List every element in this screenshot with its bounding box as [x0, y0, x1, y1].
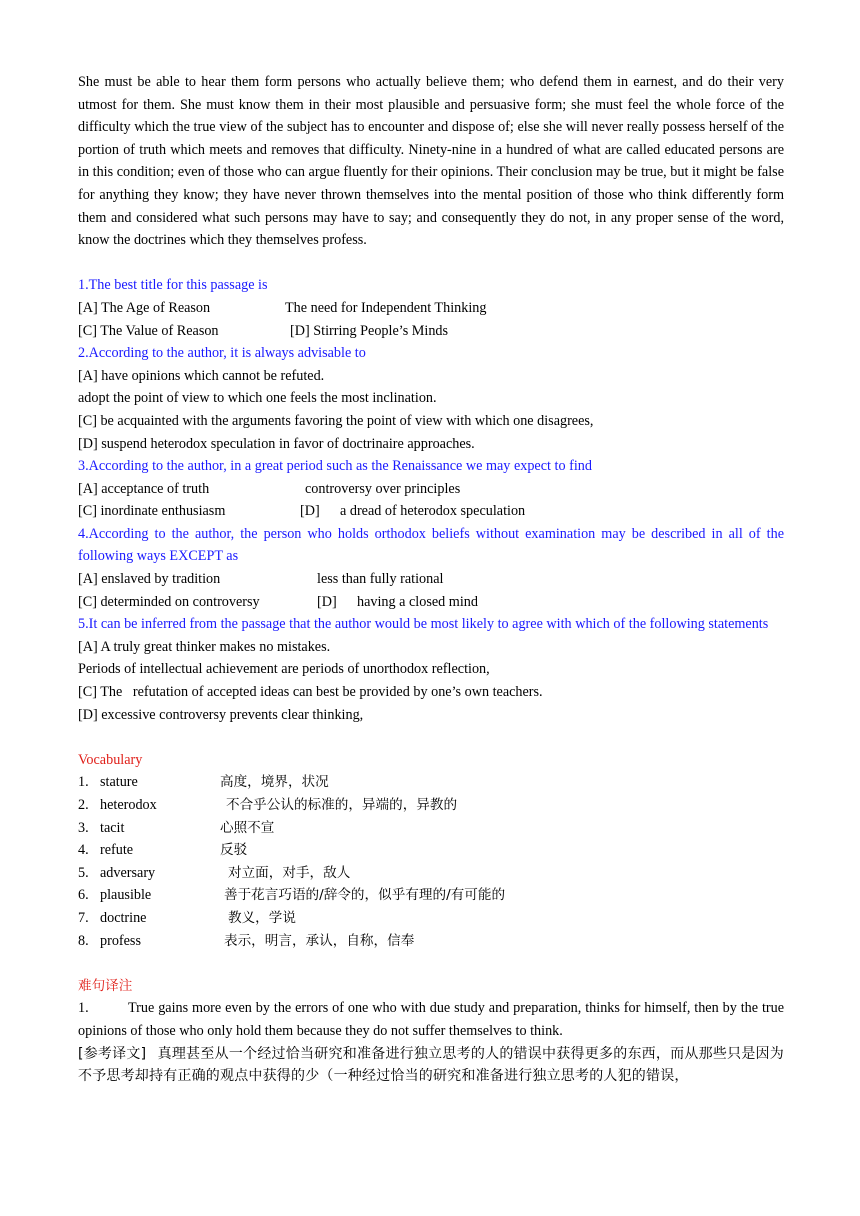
- vocabulary-number: 4.: [78, 842, 89, 859]
- option-c: [C] inordinate enthusiasm: [78, 503, 226, 520]
- vocabulary-meaning: 高度，境界，状况: [220, 774, 329, 791]
- vocabulary-meaning: 教义，学说: [228, 909, 296, 926]
- question-3-options-ab: [78, 478, 784, 501]
- vocabulary-item: [78, 884, 784, 907]
- vocabulary-word: adversary: [100, 864, 156, 881]
- option-a: [A] acceptance of truth: [78, 480, 210, 497]
- vocabulary-number: 6.: [78, 887, 89, 904]
- vocabulary-meaning: 对立面，对手，敌人: [228, 864, 351, 881]
- question-3-options-cd: [78, 500, 784, 523]
- vocabulary-meaning: 善于花言巧语的/辞令的，似乎有理的/有可能的: [224, 887, 506, 904]
- vocabulary-word: refute: [100, 842, 134, 859]
- translation-label: [参考译文]: [78, 1045, 147, 1062]
- vocabulary-item: [78, 907, 784, 930]
- vocabulary-word: stature: [100, 774, 138, 791]
- question-1-options-ab: [78, 297, 784, 320]
- option-d: [D] Stirring People’s Minds: [290, 322, 449, 339]
- vocabulary-number: 5.: [78, 864, 89, 881]
- question-2-prompt: 2.According to the author, it is always advisable to: [78, 345, 366, 362]
- vocabulary-list: [78, 771, 784, 952]
- reference-translation: [78, 1043, 784, 1088]
- vocabulary-number: 1.: [78, 774, 89, 791]
- vocabulary-meaning: 表示，明言，承认，自称，信奉: [224, 932, 415, 949]
- vocabulary-item: [78, 794, 784, 817]
- option-d: a dread of heterodox speculation: [340, 503, 526, 520]
- question-1-prompt: 1.The best title for this passage is: [78, 277, 268, 294]
- sentence-number: 1.: [78, 1000, 89, 1017]
- vocabulary-meaning: 心照不宣: [220, 819, 275, 836]
- vocabulary-number: 8.: [78, 932, 89, 949]
- vocabulary-number: 3.: [78, 819, 89, 836]
- vocabulary-item: [78, 839, 784, 862]
- option-d-label: [D]: [317, 593, 337, 610]
- difficult-sentence: [78, 997, 784, 1042]
- question-3-prompt: 3.According to the author, in a great period such as the Renaissance we may expect to find: [78, 458, 592, 475]
- option-b: less than fully rational: [317, 571, 444, 588]
- vocabulary-item: [78, 771, 784, 794]
- option-b: controversy over principles: [305, 480, 461, 497]
- vocabulary-word: profess: [100, 932, 141, 949]
- vocabulary-item: [78, 930, 784, 953]
- option-c: [C] The Value of Reason: [78, 322, 219, 339]
- spacer: [78, 952, 784, 975]
- vocabulary-word: tacit: [100, 819, 125, 836]
- vocabulary-word: heterodox: [100, 797, 157, 813]
- option-c: [C] determinded on controversy: [78, 593, 260, 610]
- option-c: [C] The refutation of accepted ideas can best be provided by one’s own teachers.: [78, 684, 543, 701]
- question-4-options-cd: [78, 591, 784, 614]
- document-page: [78, 71, 784, 1088]
- option-a: [A] A truly great thinker makes no mistakes.: [78, 638, 331, 655]
- question-1-options-cd: [78, 320, 784, 343]
- question-4-options-ab: [78, 568, 784, 591]
- option-b: adopt the point of view to which one feels the most inclination.: [78, 390, 437, 407]
- option-d-label: [D]: [300, 503, 320, 520]
- spacer: [78, 726, 784, 749]
- option-b: Periods of intellectual achievement are periods of unorthodox reflection,: [78, 661, 490, 678]
- vocabulary-meaning: 不合乎公认的标准的，异端的，异教的: [226, 797, 458, 813]
- translation-text: 真理甚至从一个经过恰当研究和准备进行独立思考的人的错误中获得更多的东西，而从那些只是因为不予思考却持有正确的观点中获得的少（一种经过恰当的研究和准备进行独立思考的人犯的错误，: [78, 1045, 784, 1085]
- option-d: [D] suspend heterodox speculation in favor of doctrinaire approaches.: [78, 435, 475, 452]
- option-c: [C] be acquainted with the arguments favoring the point of view with which one disagrees,: [78, 412, 594, 429]
- option-a: [A] have opinions which cannot be refuted.: [78, 367, 325, 384]
- passage-paragraph: She must be able to hear them form persons who actually believe them; who defend them in earnest, and do their very utmost for them. She must know them in their most plausible and persuasive form; she must feel the whole force of the difficulty which the true view of the subject has to encounter and dispose of; else she will never really possess herself of the portion of truth which meets and removes that difficulty. Ninety-nine in a hundred of what are called educated persons are in this condition; even of those who can argue fluently for their opinions. Their conclusion may be true, but it might be false for anything they know; they have never thrown themselves into the mental position of those who think differently form them and considered what such persons may have to say; and consequently they do not, in any proper sense of the word, know the doctrines which they themselves profess.: [78, 74, 784, 249]
- vocabulary-number: 2.: [78, 797, 89, 813]
- option-b: The need for Independent Thinking: [285, 299, 487, 316]
- vocabulary-item: [78, 817, 784, 840]
- vocabulary-item: [78, 862, 784, 885]
- vocabulary-number: 7.: [78, 909, 89, 926]
- question-5-prompt: 5.It can be inferred from the passage that the author would be most likely to agree with which of the following statements: [78, 616, 769, 633]
- vocabulary-meaning: 反驳: [220, 842, 248, 859]
- option-a: [A] enslaved by tradition: [78, 571, 221, 588]
- spacer: [78, 252, 784, 275]
- question-4-prompt: 4.According to the author, the person who holds orthodox beliefs without examination may be described in all of the following ways EXCEPT as: [78, 525, 784, 565]
- vocabulary-word: plausible: [100, 887, 152, 904]
- sentence-text: True gains more even by the errors of one who with due study and preparation, thinks for himself, then by the true opinions of those who only hold them because they do not suffer themselves to think.: [78, 1000, 784, 1039]
- vocabulary-word: doctrine: [100, 909, 147, 926]
- option-a: [A] The Age of Reason: [78, 299, 211, 316]
- option-d: having a closed mind: [357, 593, 478, 610]
- difficult-sentences-heading: 难句译注: [78, 977, 133, 994]
- option-d: [D] excessive controversy prevents clear thinking,: [78, 706, 364, 723]
- vocabulary-heading: Vocabulary: [78, 751, 143, 768]
